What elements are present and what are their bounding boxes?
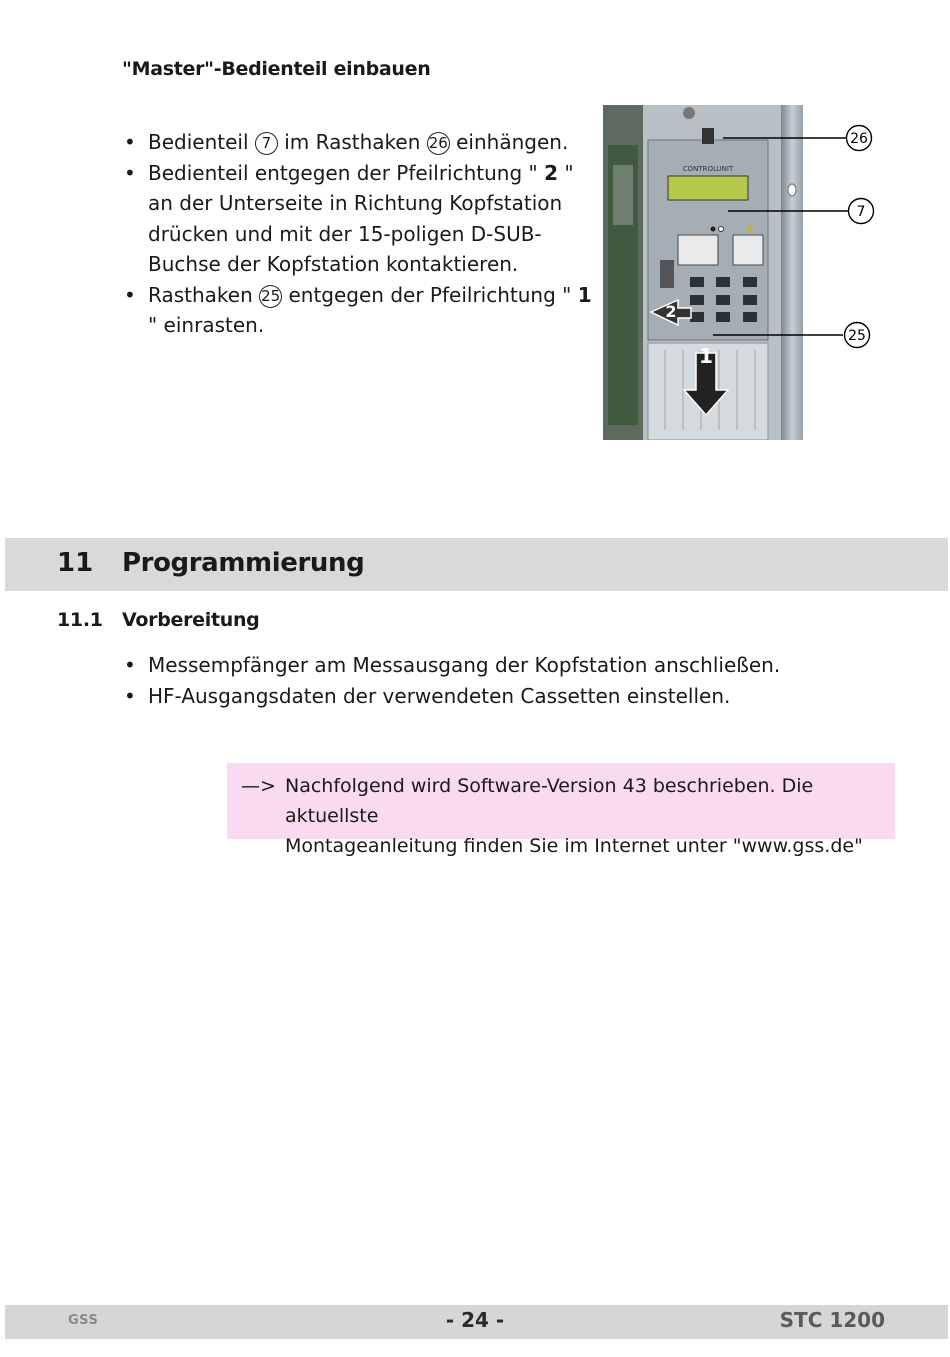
ref-26: 26 (427, 132, 450, 155)
panel-label: CONTROLUNIT (682, 165, 734, 173)
model-name: STC 1200 (779, 1308, 885, 1332)
install-steps (122, 127, 592, 341)
svg-text:7: 7 (856, 204, 866, 220)
ref-25: 25 (259, 285, 282, 308)
arrow-2-label: 2 (665, 302, 677, 321)
note-arrow: —> (241, 775, 276, 797)
ref-7: 7 (255, 132, 278, 155)
prep-step-1: • Messempfänger am Messausgang der Kopfstation anschließen. (122, 650, 882, 681)
prep-step-2: • HF-Ausgangsdaten der verwendeten Cassetten einstellen. (122, 681, 882, 712)
callout-7 (847, 197, 875, 225)
callout-26 (845, 124, 873, 152)
install-step-3: • Rasthaken 25 entgegen der Pfeilrichtung " 1 " einrasten. (122, 280, 592, 341)
svg-text:26: 26 (850, 131, 868, 147)
section-number: 11 (57, 548, 94, 578)
svg-text:25: 25 (848, 328, 866, 344)
subsection-number: 11.1 (57, 609, 103, 631)
subsection-title: Vorbereitung (122, 609, 260, 631)
install-heading: "Master"-Bedienteil einbauen (122, 58, 431, 80)
section-title: Programmierung (122, 548, 365, 578)
gss-logo: GSS (68, 1313, 99, 1328)
page-number: - 24 - (445, 1308, 505, 1332)
callout-25 (843, 321, 871, 349)
note-text: Nachfolgend wird Software-Version 43 beschrieben. Die aktuellste Montageanleitung finden Sie im Internet unter "www.gss.de" (285, 775, 863, 857)
arrow-1-label: 1 (699, 344, 713, 368)
install-step-2: • Bedienteil entgegen der Pfeilrichtung " 2 " an der Unterseite in Richtung Kopfstation drücken und mit der 15-poligen D-SUB-Buchse der Kopfstation kontaktieren. (122, 158, 592, 280)
control-unit-photo (603, 105, 878, 440)
preparation-steps (122, 650, 882, 711)
install-step-1: • Bedienteil 7 im Rasthaken 26 einhängen. (122, 127, 592, 158)
